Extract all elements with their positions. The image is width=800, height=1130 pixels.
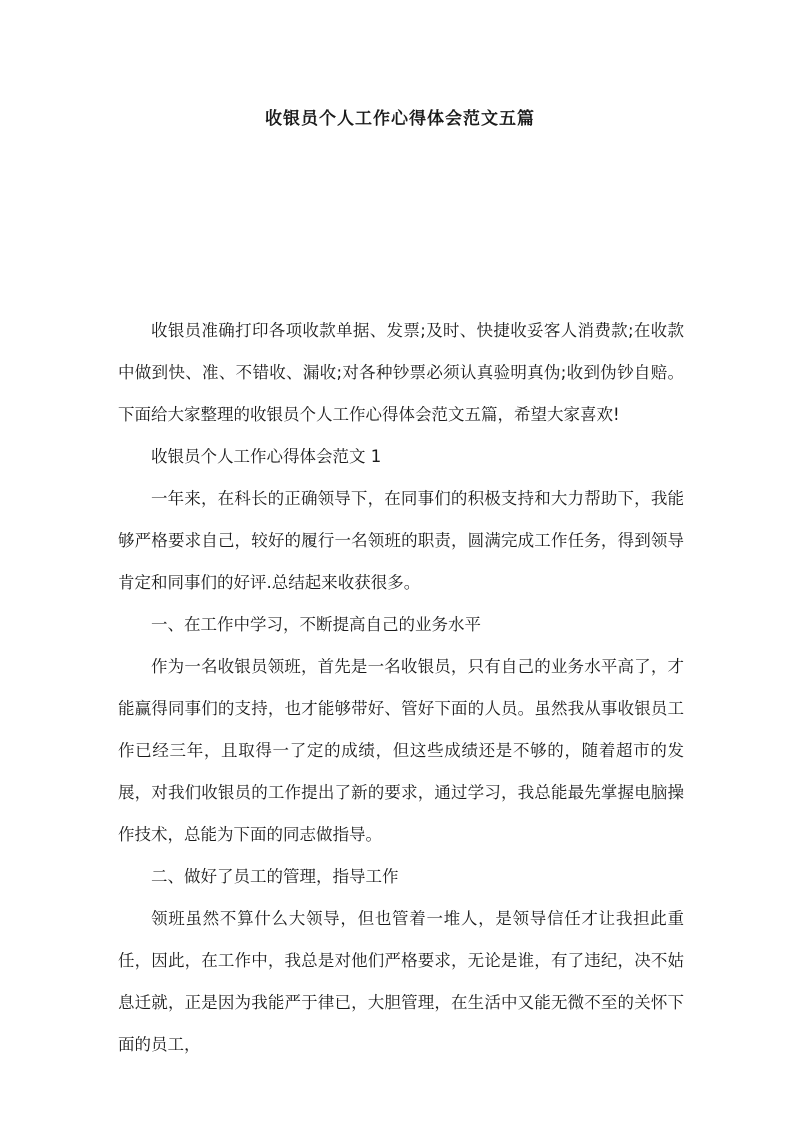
intro-paragraph: 收银员准确打印各项收款单据、发票;及时、快捷收妥客人消费款;在收款中做到快、准、不错收、漏收;对各种钞票必须认真验明真伪;收到伪钞自赔。下面给大家整理的收银员个人工作心得体会范文五篇，希望大家喜欢!: [118, 321, 684, 424]
section-heading-2: 二、做好了员工的管理，指导工作: [151, 867, 399, 886]
document-body: [118, 310, 684, 1066]
body-paragraph: 一年来，在科长的正确领导下，在同事们的积极支持和大力帮助下，我能够严格要求自己，较好的履行一名领班的职责，圆满完成工作任务，得到领导肯定和同事们的好评.总结起来收获很多。: [118, 489, 684, 592]
section-heading-essay-1: 收银员个人工作心得体会范文 1: [151, 447, 382, 466]
section-heading-1: 一、在工作中学习，不断提高自己的业务水平: [151, 615, 481, 634]
body-paragraph: 作为一名收银员领班，首先是一名收银员，只有自己的业务水平高了，才能赢得同事们的支持，也才能够带好、管好下面的人员。虽然我从事收银员工作已经三年，且取得一了定的成绩，但这些成绩还是不够的，随着超市的发展，对我们收银员的工作提出了新的要求，通过学习，我总能最先掌握电脑操作技术，总能为下面的同志做指导。: [118, 657, 684, 844]
document-title: 收银员个人工作心得体会范文五篇: [265, 109, 535, 129]
body-paragraph: 领班虽然不算什么大领导，但也管着一堆人，是领导信任才让我担此重任，因此，在工作中，我总是对他们严格要求，无论是谁，有了违纪，决不姑息迁就，正是因为我能严于律已，大胆管理，在生活中又能无微不至的关怀下面的员工，: [118, 909, 684, 1054]
